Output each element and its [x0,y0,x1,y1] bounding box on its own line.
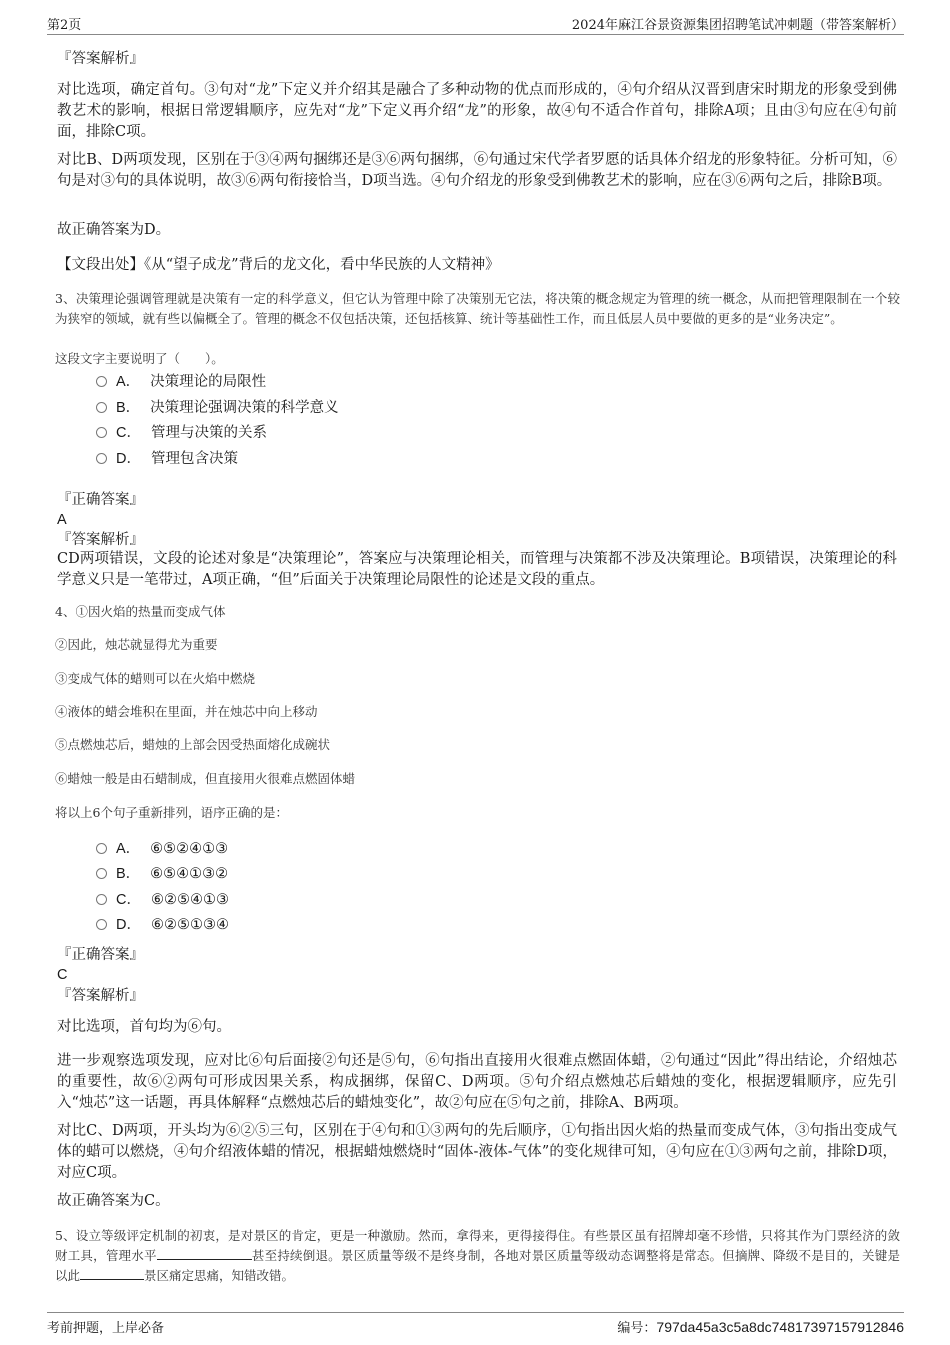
radio-icon[interactable] [96,376,107,387]
radio-icon[interactable] [96,868,107,879]
q4-line-4: ④液体的蜡会堆积在里面，并在烛芯中向上移动 [55,704,318,719]
page-footer [47,1312,904,1335]
q3-question: 这段文字主要说明了（ ）。 [55,351,224,366]
radio-icon[interactable] [96,919,107,930]
footer-serial: 编号：797da45a3c5a8dc74817397157912846 [617,1319,904,1336]
q3-analysis: CD两项错误，文段的论述对象是“决策理论”，答案应与决策理论相关，而管理与决策都不涉及决策理论。B项错误，决策理论的科学意义只是一笔带过，A项正确，“但”后面关于决策理论局限性的论述是文段的重点。 [57,551,897,588]
q5-blank-2[interactable] [80,1267,144,1280]
q5-blank-1[interactable] [157,1247,252,1260]
q4-analysis-p3: 对比C、D两项，开头均为⑥②⑤三句，区别在于④句和①③两句的先后顺序，①句指出因火焰的热量而变成气体，③句指出变成气体的蜡可以燃烧，④句介绍液体蜡的情况，根据蜡烛燃烧时“固体-液体-气体”的变化规律可知，④句应在①③两句之前，排除D项，对应C项。 [57,1123,897,1181]
q4-option-b[interactable]: B． ⑥⑤④①③② [96,863,228,885]
q3-option-d[interactable]: D． 管理包含决策 [96,448,238,470]
page-header [47,14,904,35]
q4-instruction: 将以上6个句子重新排列，语序正确的是： [55,805,288,820]
q5-stem: 5、设立等级评定机制的初衷，是对景区的肯定，更是一种激励。然而，拿得来，更得接得住。有些景区虽有招牌却毫不珍惜，只将其作为门票经济的敛财工具，管理水平 甚至持续倒退。景区质量等级不是终身制，各地对景区质量等级动态调整将是常态。但摘牌、降级不是目的，关键是以此 景区痛定思痛，知错改错。 [55,1228,900,1283]
q4-answer: C [57,967,68,983]
q4-line-2: ②因此，烛芯就显得尤为重要 [55,637,218,652]
q3-correct-label: 『正确答案』 [57,492,144,508]
radio-icon[interactable] [96,427,107,438]
q4-analysis-p1: 对比选项，首句均为⑥句。 [57,1019,231,1035]
q4-analysis-label: 『答案解析』 [57,988,144,1004]
q3-option-c[interactable]: C． 管理与决策的关系 [96,422,267,444]
footer-slogan: 考前押题，上岸必备 [47,1321,165,1336]
q3-analysis-label: 『答案解析』 [57,532,144,548]
document-title: 2024年麻江谷景资源集团招聘笔试冲刺题（带答案解析） [571,18,904,33]
radio-icon[interactable] [96,402,107,413]
radio-icon[interactable] [96,453,107,464]
q4-option-a[interactable]: A． ⑥⑤②④①③ [96,838,228,860]
q2-analysis-p1: 对比选项，确定首句。③句对“龙”下定义并介绍其是融合了多种动物的优点而形成的，④句介绍从汉晋到唐宋时期龙的形象受到佛教艺术的影响，根据日常逻辑顺序，应先对“龙”下定义再介绍“龙”的形象，故④句不适合作首句，排除A项；且由③句应在④句前面，排除C项。 [57,82,897,140]
q4-conclusion: 故正确答案为C。 [57,1193,170,1209]
radio-icon[interactable] [96,843,107,854]
q3-option-b[interactable]: B． 决策理论强调决策的科学意义 [96,397,339,419]
q4-line-5: ⑤点燃烛芯后，蜡烛的上部会因受热面熔化成碗状 [55,737,331,752]
q4-line-6: ⑥蜡烛一般是由石蜡制成，但直接用火很难点燃固体蜡 [55,771,356,786]
page-number: 第2页 [47,18,82,33]
q2-conclusion: 故正确答案为D。 [57,222,171,238]
q4-line-1: 4、①因火焰的热量而变成气体 [55,604,226,619]
q2-analysis-p2: 对比B、D两项发现，区别在于③④两句捆绑还是③⑥两句捆绑，⑥句通过宋代学者罗愿的话具体介绍龙的形象特征。分析可知，⑥句是对③句的具体说明，故③⑥两句衔接恰当，D项当选。④句介绍龙的形象受到佛教艺术的影响，应在③⑥两句之后，排除B项。 [57,152,897,189]
q4-option-d[interactable]: D． ⑥②⑤①③④ [96,914,229,936]
q3-stem: 3、决策理论强调管理就是决策有一定的科学意义，但它认为管理中除了决策别无它法，将决策的概念规定为管理的统一概念，从而把管理限制在一个较为狭窄的领域，就有些以偏概全了。管理的概念不仅包括决策，还包括核算、统计等基础性工作，而且低层人员中要做的更多的是“业务决定”。 [55,291,900,326]
q2-analysis-label: 『答案解析』 [57,51,144,67]
q3-option-a[interactable]: A． 决策理论的局限性 [96,371,266,393]
q4-option-c[interactable]: C． ⑥②⑤④①③ [96,889,229,911]
radio-icon[interactable] [96,894,107,905]
q4-analysis-p2: 进一步观察选项发现，应对比⑥句后面接②句还是⑤句，⑥句指出直接用火很难点燃固体蜡，②句通过“因此”得出结论，介绍烛芯的重要性，故⑥②两句可形成因果关系，构成捆绑，保留C、D两项。⑤句介绍点燃烛芯后蜡烛的变化，根据逻辑顺序，应先引入“烛芯”这一话题，再具体解释“点燃烛芯后的蜡烛变化”，故②句应在⑤句之前，排除A、B两项。 [57,1053,897,1111]
q4-line-3: ③变成气体的蜡则可以在火焰中燃烧 [55,671,256,686]
q2-source: 【文段出处】《从“望子成龙”背后的龙文化，看中华民族的人文精神》 [57,257,500,273]
q4-correct-label: 『正确答案』 [57,947,144,963]
q3-answer: A [57,512,67,528]
